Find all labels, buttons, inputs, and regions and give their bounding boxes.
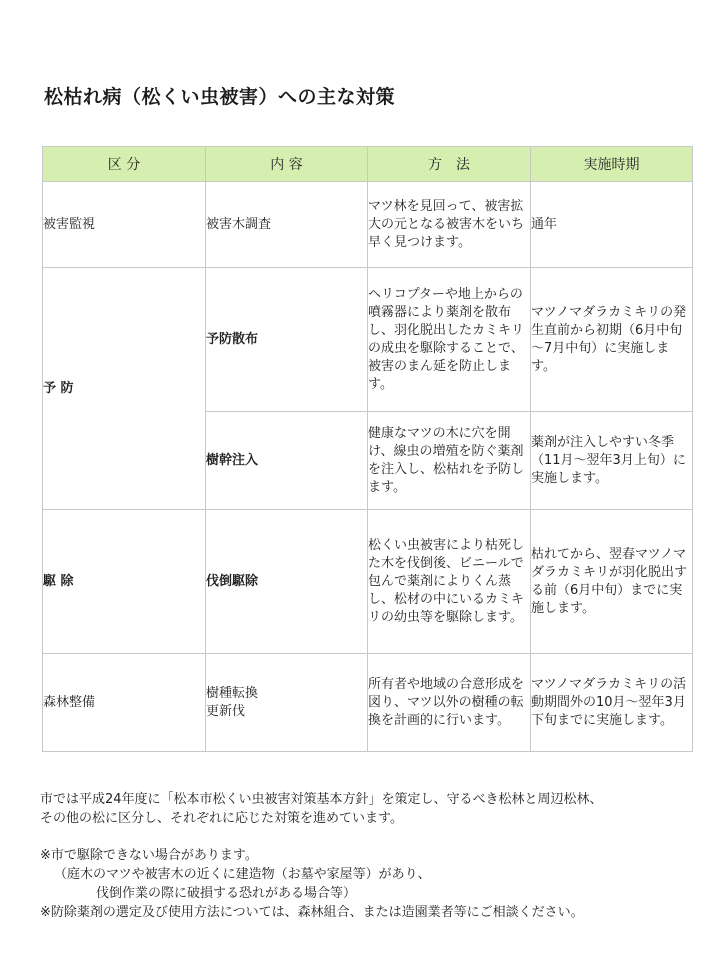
table-header-row (43, 147, 693, 182)
timing-cell: 薬剤が注入しやすい冬季（11月～翌年3月上旬）に実施します。 (531, 412, 693, 510)
method-cell: ヘリコプターや地上からの噴霧器により薬剤を散布し、羽化脱出したカミキリの成虫を駆除することで、被害のまん延を防止します。 (368, 268, 531, 412)
note-text: ※市で駆除できない場合があります。 (40, 848, 258, 863)
timing-cell: 枯れてから、翌春マツノマダラカミキリが羽化脱出する前（6月中旬）までに実施します。 (531, 510, 693, 654)
content-line: 樹種転換 (206, 685, 259, 701)
category-cell: 予 防 (43, 268, 206, 510)
header-category: 区 分 (43, 147, 206, 182)
method-cell: 松くい虫被害により枯死した木を伐倒後、ビニールで包んで薬剤によりくん蒸し、松材の中にいるカミキリの幼虫等を駆除します。 (368, 510, 531, 654)
header-method: 方 法 (368, 147, 531, 182)
notes-section (40, 790, 690, 922)
content-cell (206, 654, 368, 752)
category-cell: 駆 除 (43, 510, 206, 654)
table-row (43, 182, 693, 268)
category-cell: 森林整備 (43, 654, 206, 752)
timing-cell: マツノマダラカミキリの活動期間外の10月～翌年3月下旬までに実施します。 (531, 654, 693, 752)
content-cell: 伐倒駆除 (206, 510, 368, 654)
note-detail: （庭木のマツや被害木の近くに建造物（お墓や家屋等）があり、 (54, 867, 431, 882)
page-title: 松枯れ病（松くい虫被害）への主な対策 (44, 86, 396, 108)
content-cell: 予防散布 (206, 268, 368, 412)
note-text: ※防除薬剤の選定及び使用方法については、森林組合、または造園業者等にご相談ください。 (40, 905, 584, 920)
timing-cell: 通年 (531, 182, 693, 268)
content-cell: 被害木調査 (206, 182, 368, 268)
table-row (43, 654, 693, 752)
policy-text-line: その他の松に区分し、それぞれに応じた対策を進めています。 (40, 811, 403, 826)
header-content: 内 容 (206, 147, 368, 182)
category-cell: 被害監視 (43, 182, 206, 268)
note-detail: 伐倒作業の際に破損する恐れがある場合等） (96, 886, 357, 901)
table-row (43, 510, 693, 654)
policy-text-line: 市では平成24年度に「松本市松くい虫被害対策基本方針」を策定し、守るべき松林と周辺松林、 (40, 792, 603, 807)
method-cell: 所有者や地域の合意形成を図り、マツ以外の樹種の転換を計画的に行います。 (368, 654, 531, 752)
content-cell: 樹幹注入 (206, 412, 368, 510)
timing-cell: マツノマダラカミキリの発生直前から初期（6月中旬～7月中旬）に実施します。 (531, 268, 693, 412)
header-timing: 実施時期 (531, 147, 693, 182)
method-cell: 健康なマツの木に穴を開け、線虫の増殖を防ぐ薬剤を注入し、松枯れを予防します。 (368, 412, 531, 510)
measures-table (42, 146, 693, 752)
table-row (43, 268, 693, 412)
method-cell: マツ林を見回って、被害拡大の元となる被害木をいち早く見つけます。 (368, 182, 531, 268)
content-line: 更新伐 (206, 703, 246, 719)
